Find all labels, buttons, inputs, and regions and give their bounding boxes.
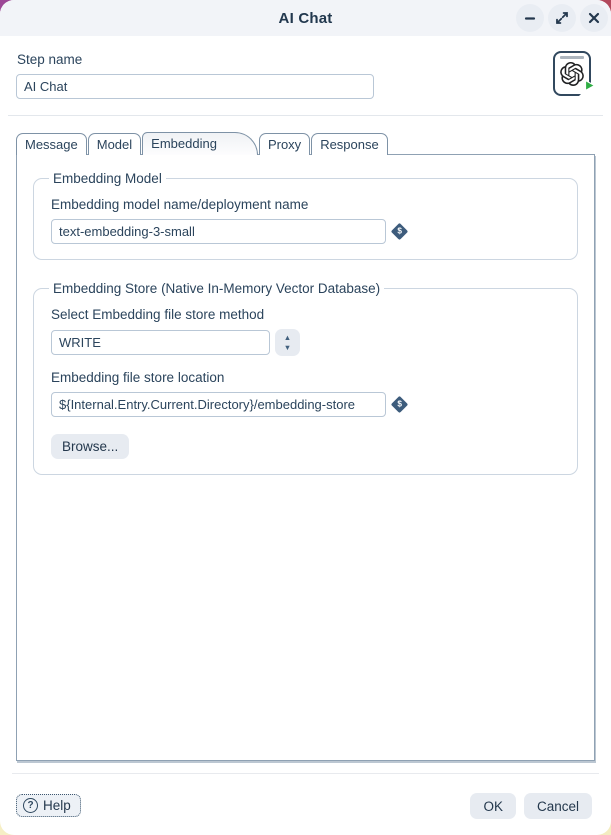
embedding-store-group: [33, 281, 578, 475]
tab-proxy[interactable]: Proxy: [259, 133, 310, 155]
run-arrow-icon: [583, 79, 596, 97]
variable-icon[interactable]: $: [391, 396, 408, 413]
titlebar[interactable]: [0, 0, 611, 36]
embedding-store-legend: Embedding Store (Native In-Memory Vector Database): [53, 281, 381, 296]
tab-message[interactable]: Message: [16, 133, 87, 155]
tab-model[interactable]: Model: [88, 133, 141, 155]
help-button-label: Help: [43, 798, 71, 813]
close-button[interactable]: [580, 4, 608, 32]
store-method-label: Select Embedding file store method: [51, 307, 265, 322]
store-method-spinner[interactable]: [275, 329, 300, 356]
step-name-label: Step name: [17, 52, 83, 67]
embedding-model-group: [33, 171, 578, 260]
help-icon: ?: [23, 798, 38, 813]
tab-bar: [16, 132, 389, 155]
variable-icon[interactable]: $: [391, 223, 408, 240]
help-button[interactable]: [16, 794, 81, 817]
embedding-tab-panel: [16, 154, 595, 761]
icon-micro-text: [560, 56, 584, 59]
ok-button[interactable]: OK: [470, 793, 516, 819]
maximize-icon: [555, 11, 569, 25]
embedding-model-name-label: Embedding model name/deployment name: [51, 197, 309, 212]
window-controls: [516, 4, 608, 32]
minimize-button[interactable]: [516, 4, 544, 32]
spinner-up-icon: ▲: [283, 333, 292, 342]
close-icon: [587, 11, 601, 25]
minimize-icon: [523, 11, 537, 25]
maximize-button[interactable]: [548, 4, 576, 32]
footer-divider: [12, 773, 599, 774]
header-divider: [8, 115, 603, 116]
store-method-combo[interactable]: [51, 330, 270, 355]
tab-embedding[interactable]: Embedding: [142, 132, 258, 155]
tab-response[interactable]: Response: [311, 133, 388, 155]
step-name-input[interactable]: [16, 74, 374, 99]
window-title: AI Chat: [278, 9, 333, 27]
store-location-label: Embedding file store location: [51, 370, 225, 385]
openai-transform-icon: [553, 51, 591, 96]
spinner-down-icon: ▼: [283, 342, 292, 352]
embedding-model-name-input[interactable]: [51, 219, 386, 244]
store-location-input[interactable]: [51, 392, 386, 417]
browse-button[interactable]: Browse...: [51, 434, 129, 459]
cancel-button[interactable]: Cancel: [524, 793, 592, 819]
embedding-model-legend: Embedding Model: [53, 171, 162, 186]
